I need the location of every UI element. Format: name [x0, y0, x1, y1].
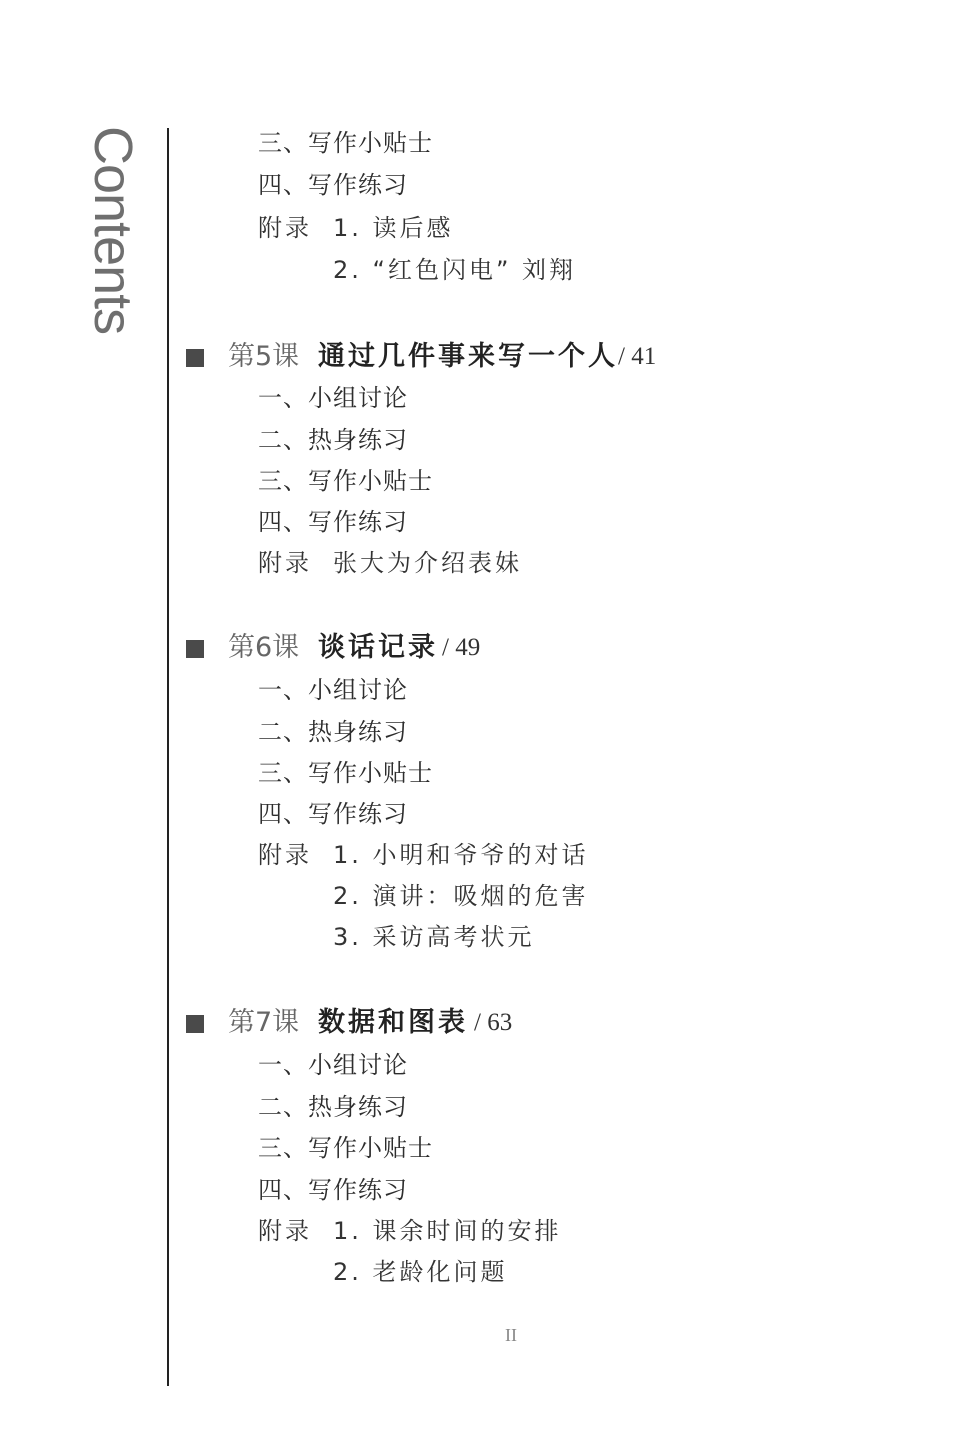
toc-item[interactable]: 一、小组讨论: [258, 676, 408, 704]
toc-item[interactable]: 三、写作小贴士: [258, 1134, 433, 1162]
bullet-square-icon: [186, 349, 204, 367]
lesson-page: / 41: [618, 343, 657, 370]
appendix-item[interactable]: 2. “红色闪电” 刘翔: [333, 256, 577, 284]
lesson-number: 第5课: [228, 341, 300, 372]
toc-item[interactable]: 一、小组讨论: [258, 1051, 408, 1079]
appendix-label: 附录: [258, 549, 312, 577]
appendix-item[interactable]: 张大为介绍表妹: [333, 549, 522, 577]
lesson-page: / 63: [474, 1009, 513, 1036]
lesson-title: 数据和图表: [318, 1007, 468, 1038]
appendix-label: 附录: [258, 214, 312, 242]
toc-item[interactable]: 三、写作小贴士: [258, 129, 433, 157]
lesson-number: 第6课: [228, 632, 300, 663]
lesson-title: 谈话记录: [318, 632, 438, 663]
appendix-item[interactable]: 1. 课余时间的安排: [333, 1217, 562, 1245]
toc-item[interactable]: 四、写作练习: [258, 1176, 408, 1204]
lesson-page: / 49: [442, 634, 481, 661]
contents-title-text: Contents: [83, 126, 143, 335]
appendix-item[interactable]: 1. 小明和爷爷的对话: [333, 841, 589, 869]
bullet-square-icon: [186, 640, 204, 658]
toc-item[interactable]: 二、热身练习: [258, 426, 408, 454]
appendix-item[interactable]: 1. 读后感: [333, 214, 454, 242]
toc-item[interactable]: 四、写作练习: [258, 171, 408, 199]
lesson-number: 第7课: [228, 1007, 300, 1038]
toc-item[interactable]: 四、写作练习: [258, 800, 408, 828]
appendix-label: 附录: [258, 1217, 312, 1245]
toc-item[interactable]: 二、热身练习: [258, 718, 408, 746]
appendix-item[interactable]: 3. 采访高考状元: [333, 923, 535, 951]
appendix-item[interactable]: 2. 演讲：吸烟的危害: [333, 882, 589, 910]
toc-item[interactable]: 四、写作练习: [258, 508, 408, 536]
toc-item[interactable]: 一、小组讨论: [258, 384, 408, 412]
toc-item[interactable]: 三、写作小贴士: [258, 759, 433, 787]
toc-item[interactable]: 二、热身练习: [258, 1093, 408, 1121]
contents-side-title: [82, 126, 148, 335]
bullet-square-icon: [186, 1015, 204, 1033]
appendix-item[interactable]: 2. 老龄化问题: [333, 1258, 508, 1286]
lesson-title: 通过几件事来写一个人: [318, 341, 618, 372]
toc-item[interactable]: 三、写作小贴士: [258, 467, 433, 495]
page-number: II: [505, 1325, 517, 1345]
appendix-label: 附录: [258, 841, 312, 869]
vertical-divider: [167, 128, 169, 1386]
